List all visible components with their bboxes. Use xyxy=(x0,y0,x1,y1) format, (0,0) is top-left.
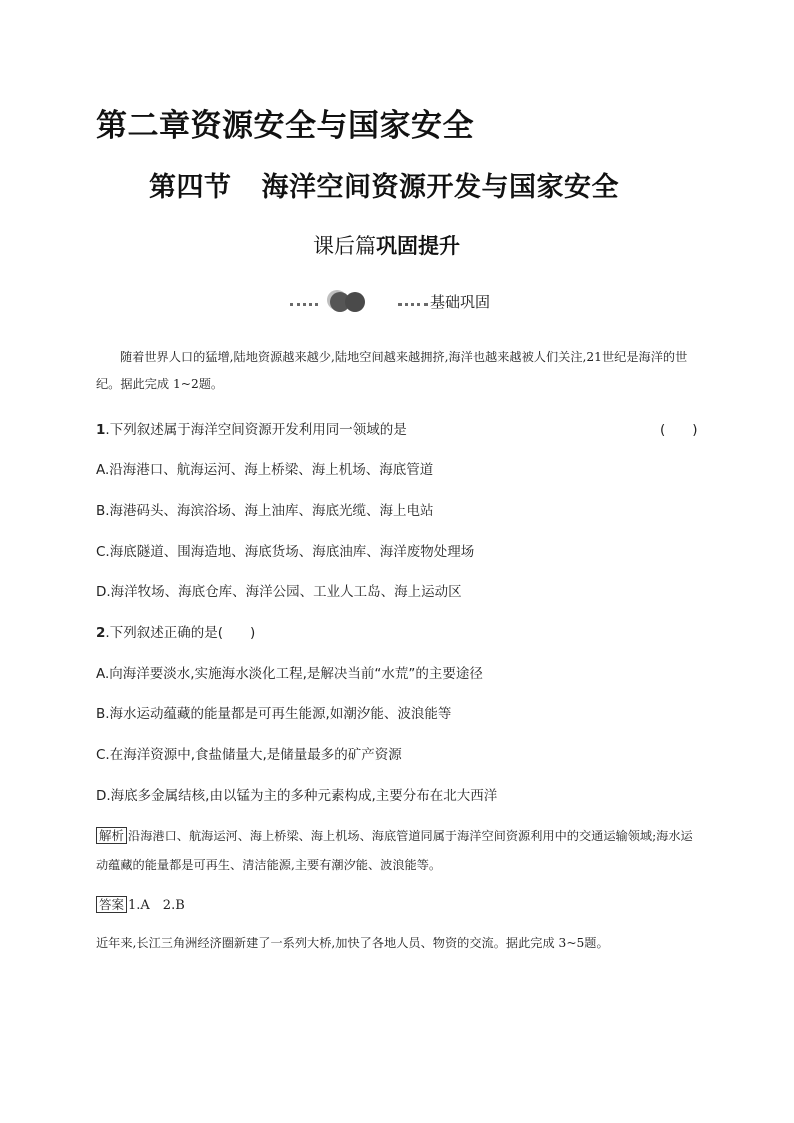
intro-paragraph-2: 近年来,长江三角洲经济圈新建了一系列大桥,加快了各地人员、物资的交流。据此完成 3~5题。 xyxy=(96,936,609,950)
subtitle-bold: 巩固提升 xyxy=(376,234,460,258)
section-divider xyxy=(290,288,530,318)
question-stem: .下列叙述属于海洋空间资源开发利用同一领域的是 xyxy=(105,422,407,438)
option-2d: D.海底多金属结核,由以锰为主的多种元素构成,主要分布在北大西洋 xyxy=(96,788,498,804)
analysis-block xyxy=(96,822,698,880)
option-1a: A.沿海港口、航海运河、海上桥梁、海上机场、海底管道 xyxy=(96,462,434,478)
option-1c: C.海底隧道、围海造地、海底货场、海底油库、海洋废物处理场 xyxy=(96,544,475,560)
dotted-line-left xyxy=(290,303,318,309)
option-1b: B.海港码头、海滨浴场、海上油库、海底光缆、海上电站 xyxy=(96,503,434,519)
divider-label: 基础巩固 xyxy=(430,293,491,311)
question-number: 2 xyxy=(96,625,106,641)
question-2 xyxy=(96,621,255,641)
option-2a: A.向海洋要淡水,实施海水淡化工程,是解决当前“水荒”的主要途径 xyxy=(96,666,483,682)
analysis-text: 沿海港口、航海运河、海上桥梁、海上机场、海底管道同属于海洋空间资源利用中的交通运输领域;海水运动蕴藏的能量都是可再生、清洁能源,主要有潮汐能、波浪能等。 xyxy=(96,829,693,872)
section-label: 第四节 xyxy=(149,172,232,203)
section-heading xyxy=(149,165,619,204)
question-number: 1 xyxy=(96,422,106,438)
question-stem: .下列叙述正确的是( ) xyxy=(105,625,256,641)
dotted-line-right xyxy=(398,303,428,309)
answer-tag: 答案 xyxy=(96,896,127,913)
option-2c: C.在海洋资源中,食盐储量大,是储量最多的矿产资源 xyxy=(96,747,402,763)
subtitle-light: 课后篇 xyxy=(313,234,376,258)
answer-text: 1.A 2.B xyxy=(128,898,185,913)
intro-paragraph-1: 随着世界人口的猛增,陆地资源越来越少,陆地空间越来越拥挤,海洋也越来越被人们关注,21世纪是海洋的世纪。据此完成 1~2题。 xyxy=(96,350,688,391)
chapter-title: 第二章资源安全与国家安全 xyxy=(96,108,474,144)
circle-icon-2 xyxy=(345,292,365,312)
subtitle xyxy=(313,230,460,260)
answer-blank: ( ) xyxy=(660,422,698,438)
answer-block xyxy=(96,894,185,913)
section-title: 海洋空间资源开发与国家安全 xyxy=(261,172,619,203)
question-1 xyxy=(96,418,407,438)
analysis-tag: 解析 xyxy=(96,827,127,844)
option-1d: D.海洋牧场、海底仓库、海洋公园、工业人工岛、海上运动区 xyxy=(96,584,462,600)
option-2b: B.海水运动蕴藏的能量都是可再生能源,如潮汐能、波浪能等 xyxy=(96,706,452,722)
